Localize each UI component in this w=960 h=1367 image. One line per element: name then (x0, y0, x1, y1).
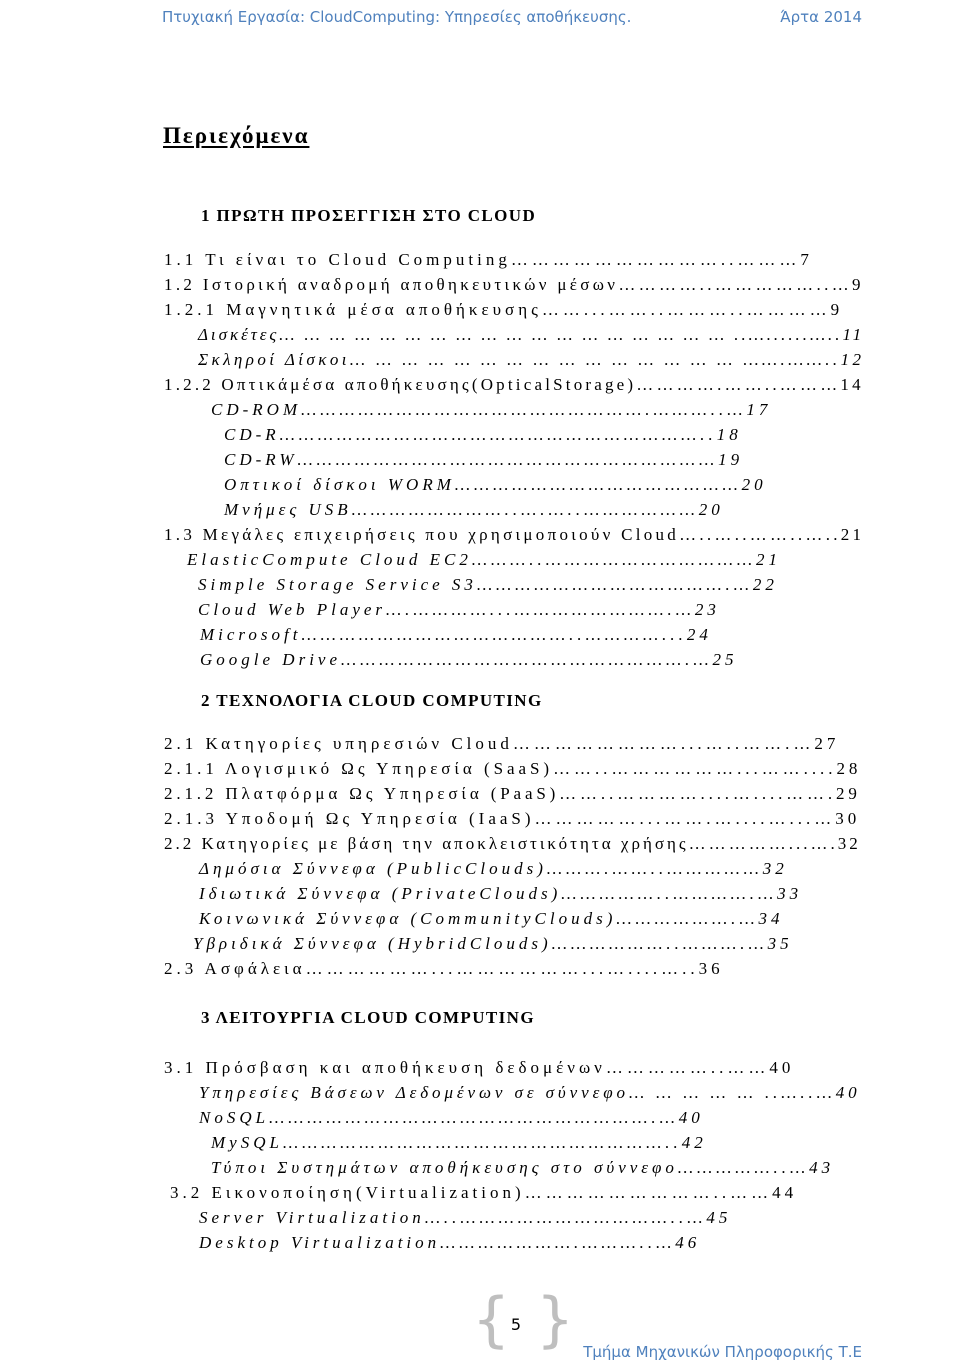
toc-entry-label: Σκληροί Δίσκοι (198, 350, 350, 369)
toc-entry-leader: ……………..………….… (561, 884, 778, 903)
toc-entry-leader: ……………………………………..…………... (301, 625, 687, 644)
toc-entry-leader: ………………..……….… (551, 934, 768, 953)
toc-entry-leader: ……...……..………..………… (541, 300, 831, 319)
toc-entry-leader: ………………………………….… (476, 575, 753, 594)
toc-entry-label: 1.3 Μεγάλες επιχειρήσεις που χρησιμοποιούν Cloud (164, 525, 680, 544)
toc-entry-page: 21 (756, 550, 782, 569)
toc-entry (164, 375, 864, 395)
toc-entry (198, 575, 778, 595)
toc-entry (164, 525, 864, 545)
toc-entry-page: 40 (769, 1058, 795, 1077)
toc-entry (200, 650, 737, 670)
toc-entry-leader: ………………………………………………………….. (279, 425, 717, 444)
toc-entry (211, 1133, 707, 1153)
toc-entry-page: 19 (718, 450, 744, 469)
toc-entry-label: Δημόσια Σύννεφα (PublicClouds) (199, 859, 547, 878)
toc-entry-page: 27 (814, 734, 840, 753)
toc-entry-page: 46 (675, 1233, 701, 1252)
toc-entry-page: 33 (777, 884, 803, 903)
toc-entry-page: 30 (835, 809, 861, 828)
toc-entry-leader: ……….……..…………… (546, 859, 763, 878)
toc-entry-leader: ……………….… (616, 909, 759, 928)
toc-entry-label: Οπτικοί δίσκοι WORM (224, 475, 455, 494)
toc-entry-page: 34 (758, 909, 784, 928)
toc-entry-leader: …..…..……..….. (679, 525, 841, 544)
toc-entry-leader: ……………………………………… (454, 475, 742, 494)
toc-entry (198, 325, 864, 345)
toc-entry-leader: …………………………………………………….… (269, 1108, 679, 1127)
toc-entry-label: Κοινωνικά Σύννεφα (CommunityClouds) (199, 909, 617, 928)
header-date: Άρτα 2014 (780, 8, 862, 26)
header-title: Πτυχιακή Εργασία: CloudComputing: Υπηρεσίες αποθήκευσης. (162, 8, 632, 26)
toc-entry (164, 250, 813, 270)
toc-entry (198, 350, 864, 370)
toc-entry (164, 784, 861, 804)
toc-entry-label: CD-R (224, 425, 280, 444)
toc-entry-leader: ……………………………………………….………..… (301, 400, 747, 419)
toc-entry-label: Τύποι Συστημάτων αποθήκευσης στο σύννεφο (211, 1158, 678, 1177)
toc-entry-page: 11 (842, 325, 865, 344)
toc-entry (224, 450, 743, 470)
toc-entry-leader: ……………...…….…....…...… (534, 809, 836, 828)
toc-entry-label: ElasticCompute Cloud EC2 (187, 550, 472, 569)
toc-entry-leader: … … … … … … … … … … … … … … … …….…….. (349, 350, 841, 369)
toc-entry-page: 14 (840, 375, 864, 394)
toc-entry-page: 18 (716, 425, 742, 444)
toc-entry-leader: … … … … … ..…..… (628, 1083, 836, 1102)
toc-entry-leader: ……………...…. (688, 834, 838, 853)
toc-entry-label: Ιδιωτικά Σύννεφα (PrivateClouds) (199, 884, 562, 903)
toc-heading: Περιεχόμενα (163, 123, 310, 148)
toc-entry (199, 1083, 861, 1103)
toc-entry-label: Υπηρεσίες Βάσεων Δεδομένων σε σύννεφο (199, 1083, 629, 1102)
toc-entry (224, 475, 767, 495)
section-heading-2: 2 ΤΕΧΝΟΛΟΓΙΑ CLOUD COMPUTING (201, 691, 543, 710)
toc-entry-page: 7 (800, 250, 813, 269)
toc-entry-label: 2.2 Κατηγορίες με βάση την αποκλειστικότητα χρήσης (164, 834, 689, 853)
toc-entry-page: 24 (686, 625, 712, 644)
toc-entry-page: 25 (712, 650, 738, 669)
toc-entry-leader: ………………………..…… (524, 1183, 773, 1202)
toc-entry-page: 29 (836, 784, 861, 803)
toc-entry-label: 2.1 Κατηγορίες υπηρεσιών Cloud (164, 734, 513, 753)
toc-entry (199, 1108, 704, 1128)
toc-entry (193, 934, 793, 954)
toc-entry (200, 625, 712, 645)
toc-entry-page: 40 (835, 1083, 861, 1102)
toc-entry-label: Δισκέτες (198, 325, 280, 344)
toc-entry-page: 28 (836, 759, 862, 778)
toc-entry-label: Cloud Web Player (198, 600, 387, 619)
toc-entry-page: 40 (678, 1108, 704, 1127)
toc-entry-page: 44 (772, 1183, 798, 1202)
toc-entry-label: CD-RW (224, 450, 298, 469)
toc-entry-page: 17 (746, 400, 772, 419)
footer-left-brace: { (472, 1285, 511, 1355)
toc-entry-leader: ……………………………………………….… (341, 650, 713, 669)
toc-entry-page: 9 (830, 300, 844, 319)
toc-entry (164, 275, 864, 295)
toc-entry-label: 2.1.3 Υποδομή Ως Υπηρεσία (IaaS) (164, 809, 535, 828)
toc-entry-label: Google Drive (200, 650, 342, 669)
toc-entry-leader: ……………..…… (605, 1058, 770, 1077)
toc-entry-page: 20 (698, 500, 724, 519)
toc-entry (199, 884, 802, 904)
toc-entry-label: Simple Storage Service S3 (198, 575, 477, 594)
toc-entry-page: 9 (852, 275, 864, 294)
toc-entry-leader: ………………….………..… (440, 1233, 676, 1252)
toc-entry-label: 2.1.2 Πλατφόρμα Ως Υπηρεσία (PaaS) (164, 784, 560, 803)
toc-entry-label: 3.1 Πρόσβαση και αποθήκευση δεδομένων (164, 1058, 606, 1077)
section-heading-1: 1 ΠΡΩΤΗ ΠΡΟΣΕΓΓΙΣΗ ΣΤΟ CLOUD (201, 206, 537, 225)
toc-entry-page: 32 (837, 834, 861, 853)
toc-entry-leader: …………………………..……… (510, 250, 801, 269)
toc-entry-leader: ……………………..….…..……………… (351, 500, 699, 519)
toc-entry (199, 909, 783, 929)
toc-entry (211, 1158, 834, 1178)
toc-entry-page: 21 (840, 525, 865, 544)
footer-text: Τμήμα Μηχανικών Πληροφορικής Τ.Ε (583, 1343, 862, 1361)
page-number: 5 (510, 1315, 522, 1334)
toc-entry-page: 43 (809, 1158, 835, 1177)
toc-entry (199, 1208, 731, 1228)
toc-entry-label: NoSQL (199, 1108, 270, 1127)
toc-entry-page: 45 (706, 1208, 732, 1227)
toc-entry (198, 600, 720, 620)
toc-entry-leader: …………………………………………………….. (282, 1133, 682, 1152)
footer-right-brace: } (536, 1285, 575, 1355)
toc-entry-leader: ………………...………………...…....….. (305, 959, 699, 978)
toc-entry-leader: ……..…………....…....……. (559, 784, 836, 803)
toc-entry-label: Server Virtualization (199, 1208, 425, 1227)
toc-entry-leader: ……………………...…..…….… (512, 734, 815, 753)
toc-entry-leader: ……..………………...…….... (553, 759, 837, 778)
toc-entry-leader: …..……………………………..… (424, 1208, 707, 1227)
toc-entry-page: 12 (840, 350, 865, 369)
toc-entry (164, 809, 860, 829)
toc-entry-page: 32 (762, 859, 788, 878)
toc-entry-label: 2.1.1 Λογισμικό Ως Υπηρεσία (SaaS) (164, 759, 554, 778)
toc-entry-label: 3.2 Εικονοποίηση(Virtualization) (170, 1183, 525, 1202)
toc-entry-label: 1.2.2 Οπτικάμέσα αποθήκευσης(OpticalStorage) (164, 375, 637, 394)
section-heading-3: 3 ΛΕΙΤΟΥΡΓΙΑ CLOUD COMPUTING (201, 1008, 535, 1027)
toc-entry-page: 22 (752, 575, 778, 594)
toc-entry-leader: ……………..… (677, 1158, 810, 1177)
toc-entry-page: 42 (681, 1133, 707, 1152)
toc-entry (199, 859, 788, 879)
toc-entry (164, 759, 861, 779)
toc-entry (199, 1233, 700, 1253)
toc-entry-leader: … … … … … … … … … … … … … … … … … … ..…......….. (279, 325, 843, 344)
toc-entry (164, 959, 724, 979)
toc-entry (170, 1183, 797, 1203)
toc-entry-page: 35 (767, 934, 793, 953)
toc-entry (187, 550, 781, 570)
toc-entry-leader: ………..…………………………… (471, 550, 757, 569)
toc-entry (164, 300, 843, 320)
toc-entry (224, 500, 724, 520)
toc-entry-page: 23 (694, 600, 720, 619)
toc-entry-label: 1.1 Τι είναι το Cloud Computing (164, 250, 511, 269)
toc-entry-label: Μνήμες USB (224, 500, 352, 519)
toc-entry (164, 834, 861, 854)
toc-entry (211, 400, 771, 420)
toc-entry-page: 36 (698, 959, 724, 978)
toc-entry-leader: ………….……..……… (636, 375, 841, 394)
toc-entry-label: 2.3 Ασφάλεια (164, 959, 306, 978)
toc-entry-label: Υβριδικά Σύννεφα (HybridClouds) (193, 934, 552, 953)
toc-entry-label: 1.2.1 Μαγνητικά μέσα αποθήκευσης (164, 300, 542, 319)
toc-entry-leader: …………..……………..… (618, 275, 853, 294)
toc-entry-label: 1.2 Ιστορική αναδρομή αποθηκευτικών μέσων (164, 275, 619, 294)
toc-entry (164, 1058, 794, 1078)
toc-entry (164, 734, 839, 754)
toc-entry (224, 425, 742, 445)
toc-entry-leader: ….…………...…………………….… (386, 600, 695, 619)
toc-entry-label: Desktop Virtualization (199, 1233, 441, 1252)
toc-entry-leader: ………………………………………………………… (297, 450, 719, 469)
toc-entry-label: MySQL (211, 1133, 283, 1152)
toc-entry-page: 20 (741, 475, 767, 494)
toc-entry-label: CD-ROM (211, 400, 302, 419)
toc-entry-label: Microsoft (200, 625, 302, 644)
